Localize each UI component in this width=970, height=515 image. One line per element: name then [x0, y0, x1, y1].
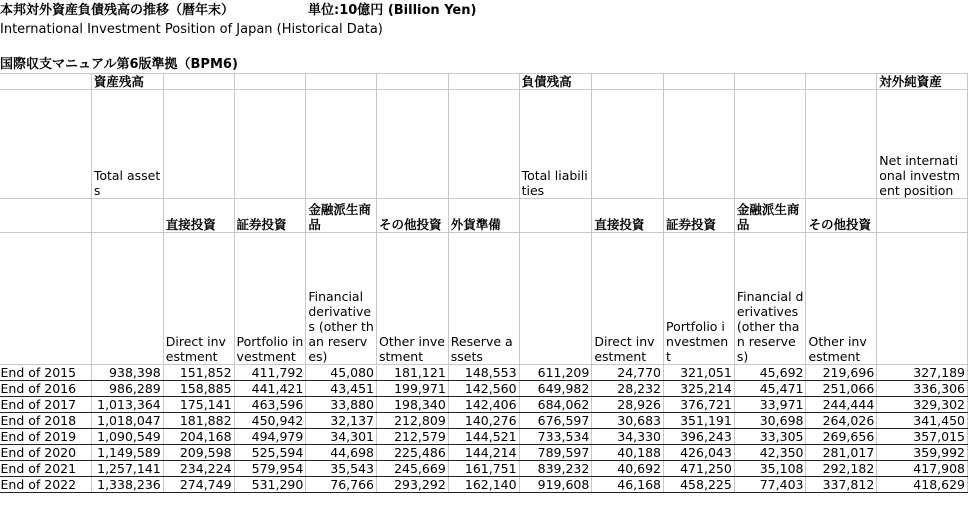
cell-direct-liabilities[interactable]: 24,770	[592, 365, 664, 381]
cell-reserve[interactable]: 162,140	[448, 477, 519, 493]
cell-other-assets[interactable]: 198,340	[377, 397, 449, 413]
row-label[interactable]: End of 2018	[0, 413, 91, 429]
header-en-direct-assets[interactable]: Direct investment	[163, 233, 234, 365]
cell-total-liabilities[interactable]: 839,232	[519, 461, 592, 477]
group-liabilities[interactable]: 負債残高	[519, 74, 592, 90]
table-row	[0, 381, 968, 397]
cell-portfolio-assets[interactable]: 525,594	[234, 445, 306, 461]
cell-net-position[interactable]: 336,306	[877, 381, 968, 397]
cell-net-position[interactable]: 329,302	[877, 397, 968, 413]
cell-empty[interactable]	[377, 90, 449, 199]
row-label[interactable]: End of 2016	[0, 381, 91, 397]
header-total-liabilities[interactable]: Total liabilities	[519, 90, 592, 199]
cell-net-position[interactable]: 341,450	[877, 413, 968, 429]
cell-derivatives-assets[interactable]: 76,766	[306, 477, 377, 493]
cell-direct-assets[interactable]: 175,141	[163, 397, 234, 413]
cell-empty[interactable]	[448, 74, 519, 90]
cell-derivatives-liabilities[interactable]: 45,692	[734, 365, 806, 381]
cell-total-liabilities[interactable]: 611,209	[519, 365, 592, 381]
cell-empty[interactable]	[306, 74, 377, 90]
header-jp-reserve[interactable]: 外貨準備	[448, 199, 519, 233]
cell-portfolio-liabilities[interactable]: 471,250	[664, 461, 735, 477]
header-jp-derivatives-liabilities[interactable]: 金融派生商品	[734, 199, 806, 233]
cell-total-assets[interactable]: 1,257,141	[91, 461, 163, 477]
iip-table	[0, 73, 968, 493]
header-en-portfolio-liabilities[interactable]: Portfolio investment	[664, 233, 735, 365]
header-en-portfolio-assets[interactable]: Portfolio investment	[234, 233, 306, 365]
cell-net-position[interactable]: 418,629	[877, 477, 968, 493]
cell-other-liabilities[interactable]: 281,017	[806, 445, 877, 461]
header-jp-other-liabilities[interactable]: その他投資	[806, 199, 877, 233]
cell-derivatives-assets[interactable]: 44,698	[306, 445, 377, 461]
cell-direct-assets[interactable]: 151,852	[163, 365, 234, 381]
cell-other-assets[interactable]: 212,809	[377, 413, 449, 429]
cell-derivatives-assets[interactable]: 35,543	[306, 461, 377, 477]
table-row	[0, 397, 968, 413]
header-en-derivatives-assets[interactable]: Financial derivatives (other than reserves)	[306, 233, 377, 365]
cell-empty[interactable]	[91, 233, 163, 365]
cell-direct-liabilities[interactable]: 34,330	[592, 429, 664, 445]
cell-reserve[interactable]: 161,751	[448, 461, 519, 477]
cell-empty[interactable]	[0, 74, 91, 90]
cell-portfolio-assets[interactable]: 411,792	[234, 365, 306, 381]
cell-portfolio-assets[interactable]: 494,979	[234, 429, 306, 445]
cell-empty[interactable]	[0, 233, 91, 365]
cell-direct-liabilities[interactable]: 28,232	[592, 381, 664, 397]
cell-direct-assets[interactable]: 181,882	[163, 413, 234, 429]
cell-derivatives-liabilities[interactable]: 30,698	[734, 413, 806, 429]
cell-derivatives-liabilities[interactable]: 33,971	[734, 397, 806, 413]
cell-derivatives-assets[interactable]: 45,080	[306, 365, 377, 381]
header-jp-direct-assets[interactable]: 直接投資	[163, 199, 234, 233]
cell-direct-assets[interactable]: 209,598	[163, 445, 234, 461]
cell-net-position[interactable]: 359,992	[877, 445, 968, 461]
header-jp-direct-liabilities[interactable]: 直接投資	[592, 199, 664, 233]
header-jp-derivatives-assets[interactable]: 金融派生商品	[306, 199, 377, 233]
cell-portfolio-assets[interactable]: 579,954	[234, 461, 306, 477]
cell-direct-assets[interactable]: 204,168	[163, 429, 234, 445]
cell-empty[interactable]	[806, 90, 877, 199]
table-row	[0, 461, 968, 477]
cell-empty[interactable]	[664, 90, 735, 199]
cell-other-assets[interactable]: 181,121	[377, 365, 449, 381]
row-label[interactable]: End of 2015	[0, 365, 91, 381]
table-row	[0, 413, 968, 429]
sheet-title: 本邦対外資産負債残高の推移（暦年末）	[0, 3, 235, 18]
cell-empty[interactable]	[0, 90, 91, 199]
cell-portfolio-liabilities[interactable]: 351,191	[664, 413, 735, 429]
cell-portfolio-assets[interactable]: 463,596	[234, 397, 306, 413]
cell-empty[interactable]	[592, 90, 664, 199]
cell-empty[interactable]	[519, 199, 592, 233]
cell-portfolio-assets[interactable]: 531,290	[234, 477, 306, 493]
header-en-other-liabilities[interactable]: Other investment	[806, 233, 877, 365]
header-en-direct-liabilities[interactable]: Direct investment	[592, 233, 664, 365]
cell-total-assets[interactable]: 1,149,589	[91, 445, 163, 461]
header-total-assets[interactable]: Total assets	[91, 90, 163, 199]
header-en-reserve[interactable]: Reserve assets	[448, 233, 519, 365]
cell-portfolio-liabilities[interactable]: 376,721	[664, 397, 735, 413]
cell-empty[interactable]	[377, 74, 449, 90]
cell-reserve[interactable]: 142,406	[448, 397, 519, 413]
cell-empty[interactable]	[163, 90, 234, 199]
cell-other-liabilities[interactable]: 244,444	[806, 397, 877, 413]
cell-total-assets[interactable]: 1,018,047	[91, 413, 163, 429]
cell-direct-assets[interactable]: 158,885	[163, 381, 234, 397]
cell-net-position[interactable]: 357,015	[877, 429, 968, 445]
cell-direct-liabilities[interactable]: 40,692	[592, 461, 664, 477]
row-label[interactable]: End of 2021	[0, 461, 91, 477]
cell-direct-liabilities[interactable]: 40,188	[592, 445, 664, 461]
cell-reserve[interactable]: 142,560	[448, 381, 519, 397]
cell-portfolio-liabilities[interactable]: 458,225	[664, 477, 735, 493]
cell-empty[interactable]	[519, 233, 592, 365]
cell-portfolio-assets[interactable]: 450,942	[234, 413, 306, 429]
cell-empty[interactable]	[163, 74, 234, 90]
cell-derivatives-liabilities[interactable]: 35,108	[734, 461, 806, 477]
cell-empty[interactable]	[448, 90, 519, 199]
cell-empty[interactable]	[877, 233, 968, 365]
row-label[interactable]: End of 2019	[0, 429, 91, 445]
cell-direct-assets[interactable]: 274,749	[163, 477, 234, 493]
cell-portfolio-liabilities[interactable]: 325,214	[664, 381, 735, 397]
cell-other-liabilities[interactable]: 337,812	[806, 477, 877, 493]
cell-other-assets[interactable]: 212,579	[377, 429, 449, 445]
cell-empty[interactable]	[234, 74, 306, 90]
header-en-derivatives-liabilities[interactable]: Financial derivatives (other than reserves)	[734, 233, 806, 365]
header-jp-portfolio-liabilities[interactable]: 証券投資	[664, 199, 735, 233]
cell-empty[interactable]	[0, 199, 91, 233]
cell-empty[interactable]	[734, 90, 806, 199]
cell-empty[interactable]	[592, 74, 664, 90]
sheet-subtitle: International Investment Position of Japan (Historical Data)	[0, 22, 383, 37]
cell-other-assets[interactable]: 293,292	[377, 477, 449, 493]
cell-empty[interactable]	[234, 90, 306, 199]
cell-portfolio-liabilities[interactable]: 321,051	[664, 365, 735, 381]
cell-portfolio-assets[interactable]: 441,421	[234, 381, 306, 397]
cell-direct-assets[interactable]: 234,224	[163, 461, 234, 477]
unit-label: 単位:10億円 (Billion Yen)	[308, 3, 477, 18]
cell-derivatives-liabilities[interactable]: 33,305	[734, 429, 806, 445]
cell-derivatives-liabilities[interactable]: 77,403	[734, 477, 806, 493]
row-label[interactable]: End of 2020	[0, 445, 91, 461]
cell-other-assets[interactable]: 245,669	[377, 461, 449, 477]
cell-direct-liabilities[interactable]: 30,683	[592, 413, 664, 429]
cell-derivatives-assets[interactable]: 32,137	[306, 413, 377, 429]
cell-other-liabilities[interactable]: 292,182	[806, 461, 877, 477]
cell-reserve[interactable]: 148,553	[448, 365, 519, 381]
cell-reserve[interactable]: 144,214	[448, 445, 519, 461]
cell-total-assets[interactable]: 938,398	[91, 365, 163, 381]
cell-total-assets[interactable]: 1,338,236	[91, 477, 163, 493]
header-net-position[interactable]: Net international investment position	[877, 90, 968, 199]
cell-total-assets[interactable]: 1,090,549	[91, 429, 163, 445]
cell-empty[interactable]	[91, 199, 163, 233]
cell-total-liabilities[interactable]: 676,597	[519, 413, 592, 429]
header-en-other-assets[interactable]: Other investment	[377, 233, 449, 365]
cell-empty[interactable]	[664, 74, 735, 90]
cell-total-liabilities[interactable]: 919,608	[519, 477, 592, 493]
header-jp-other-assets[interactable]: その他投資	[377, 199, 449, 233]
cell-derivatives-assets[interactable]: 43,451	[306, 381, 377, 397]
cell-reserve[interactable]: 144,521	[448, 429, 519, 445]
cell-reserve[interactable]: 140,276	[448, 413, 519, 429]
cell-net-position[interactable]: 417,908	[877, 461, 968, 477]
cell-total-assets[interactable]: 1,013,364	[91, 397, 163, 413]
cell-portfolio-liabilities[interactable]: 426,043	[664, 445, 735, 461]
cell-portfolio-liabilities[interactable]: 396,243	[664, 429, 735, 445]
group-net[interactable]: 対外純資産	[877, 74, 968, 90]
row-label[interactable]: End of 2017	[0, 397, 91, 413]
cell-other-assets[interactable]: 199,971	[377, 381, 449, 397]
table-row	[0, 445, 968, 461]
cell-other-assets[interactable]: 225,486	[377, 445, 449, 461]
table-row	[0, 477, 968, 493]
cell-other-liabilities[interactable]: 269,656	[806, 429, 877, 445]
cell-total-liabilities[interactable]: 649,982	[519, 381, 592, 397]
basis-note: 国際収支マニュアル第6版準拠（BPM6)	[0, 57, 238, 72]
cell-direct-liabilities[interactable]: 46,168	[592, 477, 664, 493]
cell-net-position[interactable]: 327,189	[877, 365, 968, 381]
cell-other-liabilities[interactable]: 251,066	[806, 381, 877, 397]
table-row	[0, 429, 968, 445]
cell-derivatives-assets[interactable]: 34,301	[306, 429, 377, 445]
cell-total-liabilities[interactable]: 733,534	[519, 429, 592, 445]
cell-empty[interactable]	[806, 74, 877, 90]
cell-empty[interactable]	[877, 199, 968, 233]
cell-other-liabilities[interactable]: 219,696	[806, 365, 877, 381]
cell-derivatives-liabilities[interactable]: 45,471	[734, 381, 806, 397]
cell-empty[interactable]	[734, 74, 806, 90]
cell-derivatives-assets[interactable]: 33,880	[306, 397, 377, 413]
cell-total-assets[interactable]: 986,289	[91, 381, 163, 397]
table-row	[0, 365, 968, 381]
cell-derivatives-liabilities[interactable]: 42,350	[734, 445, 806, 461]
cell-direct-liabilities[interactable]: 28,926	[592, 397, 664, 413]
cell-total-liabilities[interactable]: 789,597	[519, 445, 592, 461]
cell-empty[interactable]	[306, 90, 377, 199]
group-assets[interactable]: 資産残高	[91, 74, 163, 90]
header-jp-portfolio-assets[interactable]: 証券投資	[234, 199, 306, 233]
row-label[interactable]: End of 2022	[0, 477, 91, 493]
cell-other-liabilities[interactable]: 264,026	[806, 413, 877, 429]
cell-total-liabilities[interactable]: 684,062	[519, 397, 592, 413]
